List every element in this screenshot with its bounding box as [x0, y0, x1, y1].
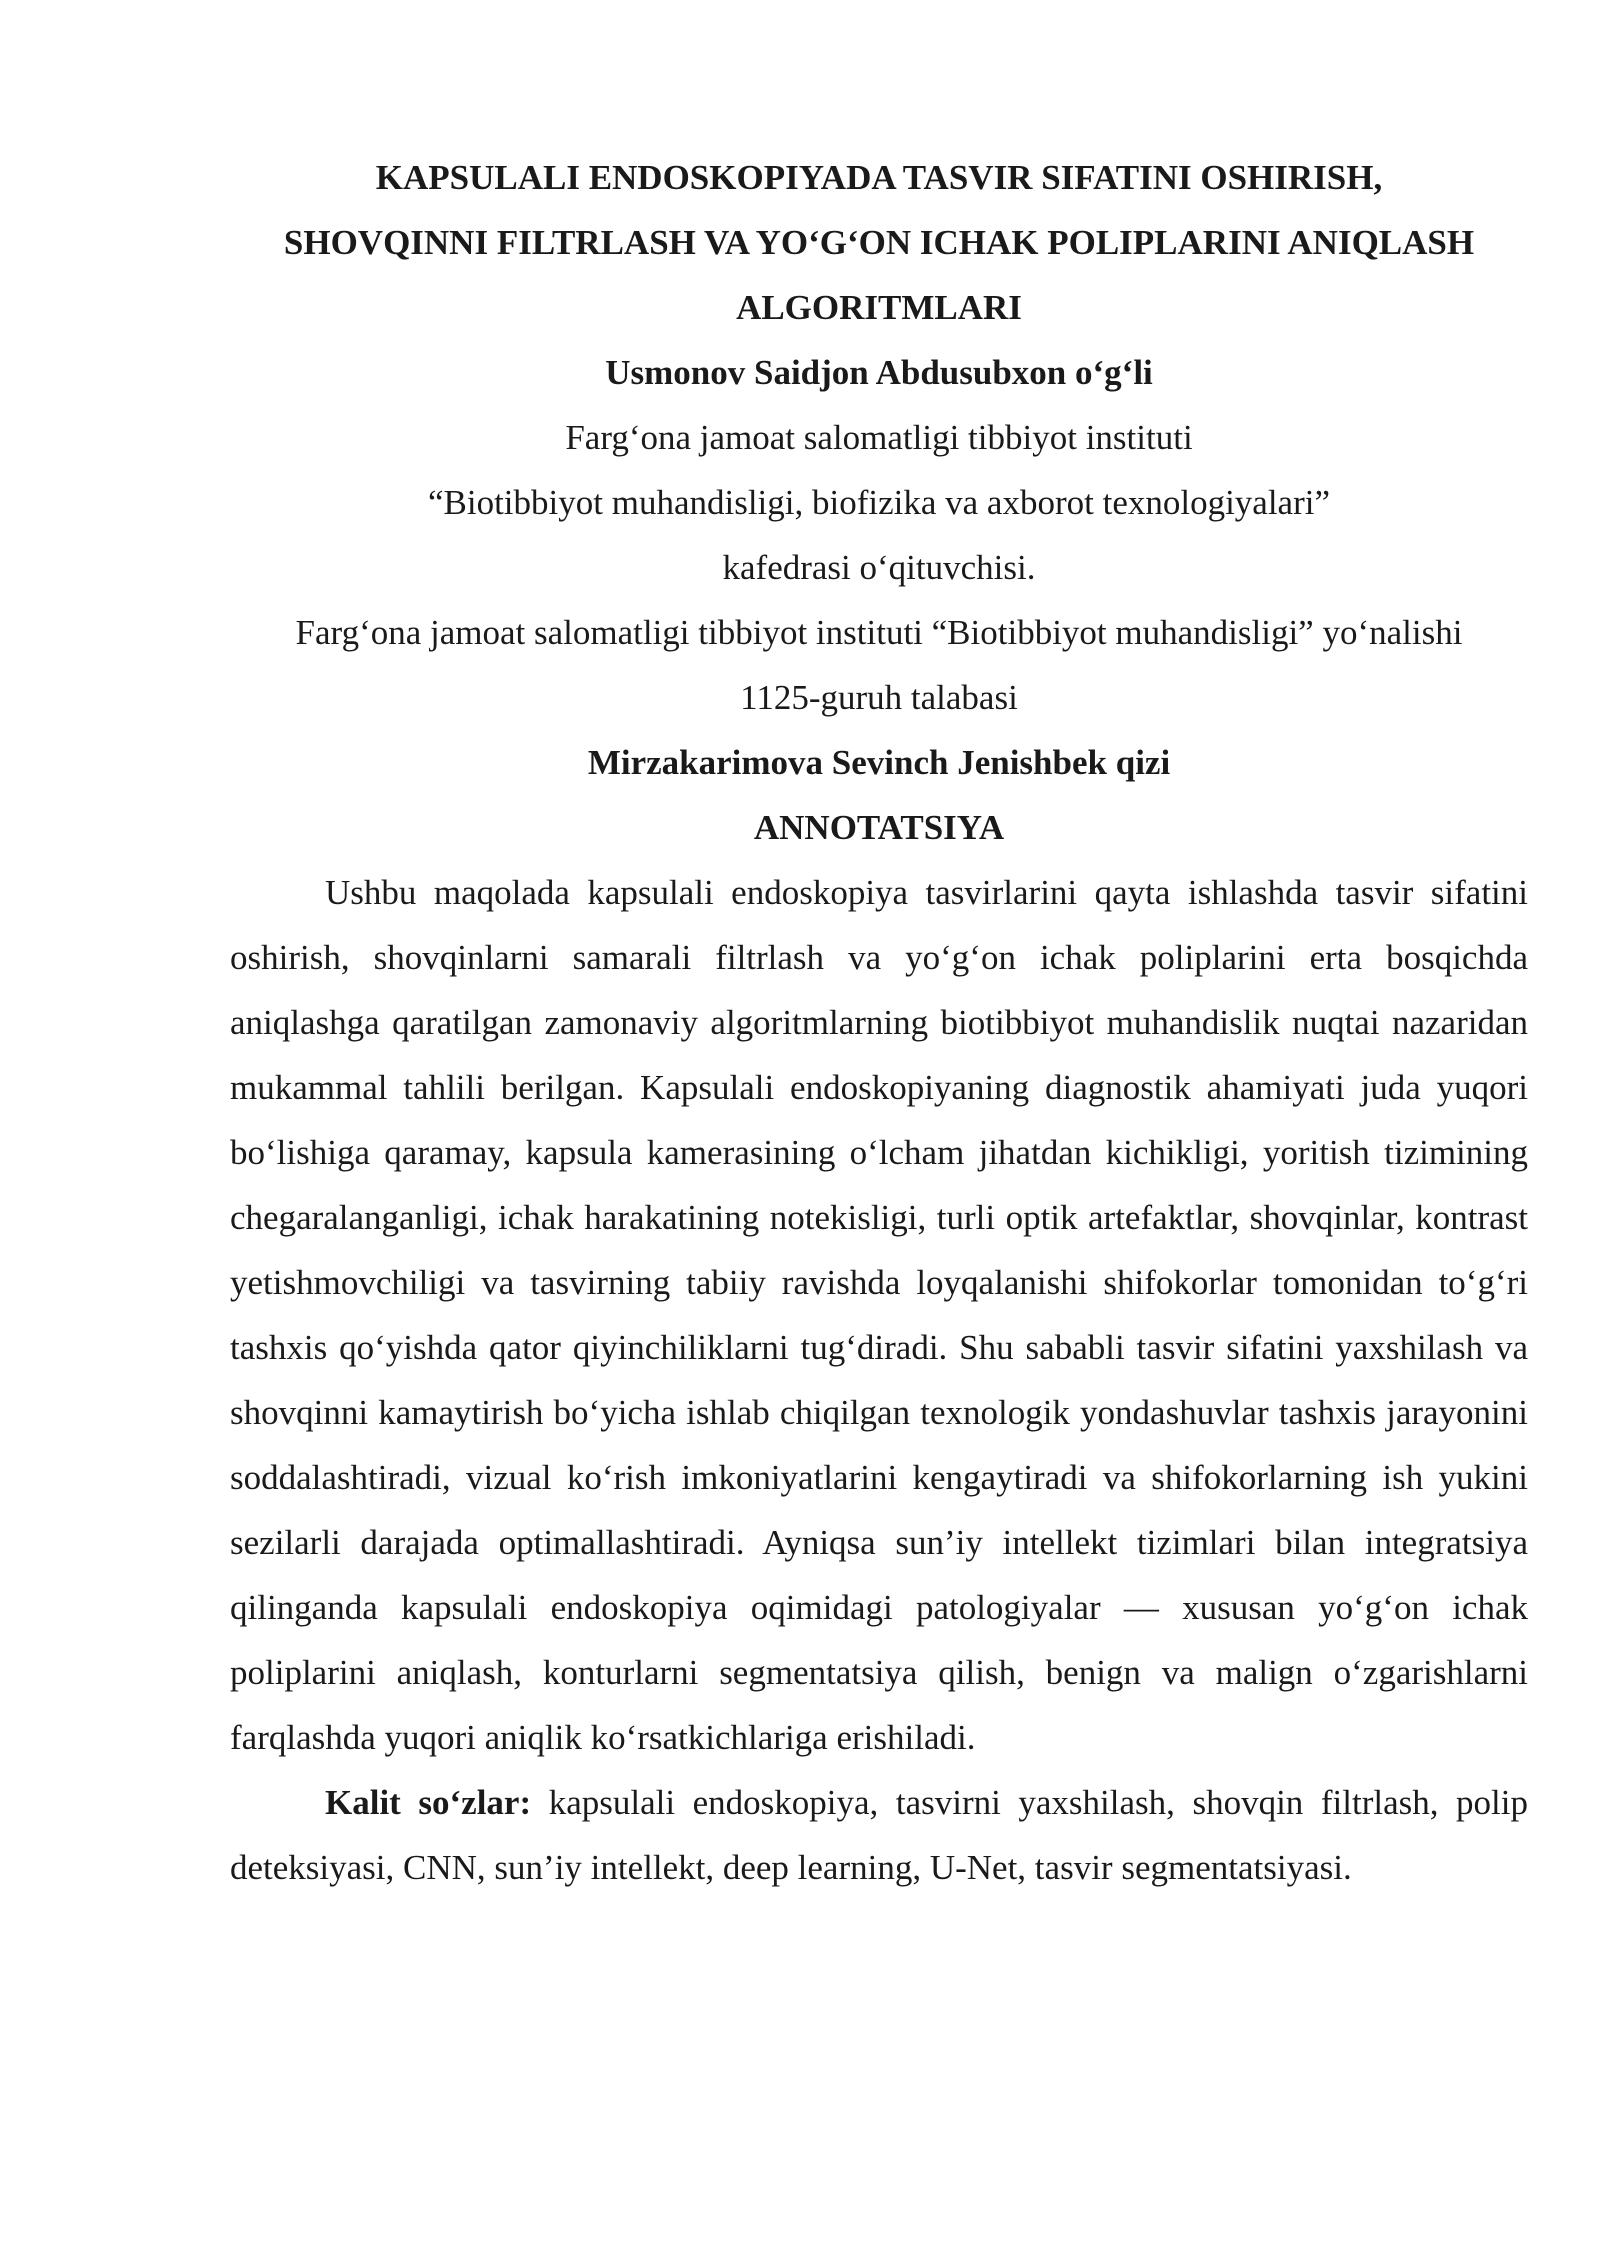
author-2-affiliation-1: Farg‘ona jamoat salomatligi tibbiyot instituti “Biotibbiyot muhandisligi” yo‘nalishi [295, 613, 1463, 652]
title-line-1: KAPSULALI ENDOSKOPIYADA TASVIR SIFATINI OSHIRISH, [375, 158, 1383, 197]
abstract-text: Ushbu maqolada kapsulali endoskopiya tasvirlarini qayta ishlashda tasvir sifatini oshirish, shovqinlarni samarali filtrlash va yo‘g‘on ichak poliplarini erta bosqichda aniqlashga qaratilgan zamonaviy algoritmlarning biotibbiyot muhandislik nuqtai nazaridan mukammal tahlili berilgan. Kapsulali endoskopiyaning diagnostik ahamiyati juda yuqori bo‘lishiga qaramay, kapsula kamerasining o‘lcham jihatdan kichikligi, yoritish tizimining chegaralanganligi, ichak harakatining notekisligi, turli optik artefaktlar, shovqinlar, kontrast yetishmovchiligi va tasvirning tabiiy ravishda loyqalanishi shifokorlar tomonidan to‘g‘ri tashxis qo‘yishda qator qiyinchiliklarni tug‘diradi. Shu sababli tasvir sifatini yaxshilash va shovqinni kamaytirish bo‘yicha ishlab chiqilgan texnologik yondashuvlar tashxis jarayonini soddalashtiradi, vizual ko‘rish imkoniyatlarini kengaytiradi va shifokorlarning ish yukini sezilarli darajada optimallashtiradi. Ayniqsa sun’iy intellekt tizimlari bilan integratsiya qilinganda kapsulali endoskopiya oqimidagi patologiyalar — xususan yo‘g‘on ichak poliplarini aniqlash, konturlarni segmentatsiya qilish, benign va malign o‘zgarishlarni farqlashda yuqori aniqlik ko‘rsatkichlariga erishiladi. [230, 873, 1528, 1757]
abstract-heading: ANNOTATSIYA [753, 808, 1005, 847]
keywords-label: Kalit so‘zlar: [325, 1783, 532, 1822]
keywords-text: kapsulali endoskopiya, tasvirni yaxshilash, shovqin filtrlash, polip deteksiyasi, CNN, sun’iy intellekt, deep learning, U-Net, tasvir segmentatsiyasi. [230, 1783, 1528, 1887]
title-line-2: SHOVQINNI FILTRLASH VA YO‘G‘ON ICHAK POLIPLARINI ANIQLASH [283, 223, 1475, 262]
author-1-affiliation-2: “Biotibbiyot muhandisligi, biofizika va axborot texnologiyalari” [427, 483, 1331, 522]
document-page [230, 145, 1528, 1900]
title-line-3: ALGORITMLARI [736, 288, 1022, 327]
author-2-affiliation-2: 1125-guruh talabasi [740, 678, 1018, 717]
author-2-name: Mirzakarimova Sevinch Jenishbek qizi [587, 743, 1171, 782]
author-1-name: Usmonov Saidjon Abdusubxon o‘g‘li [605, 353, 1153, 392]
author-1-affiliation-1: Farg‘ona jamoat salomatligi tibbiyot instituti [565, 418, 1193, 457]
keywords-paragraph [230, 1770, 1528, 1900]
author-1-affiliation-3: kafedrasi o‘qituvchisi. [722, 548, 1036, 587]
